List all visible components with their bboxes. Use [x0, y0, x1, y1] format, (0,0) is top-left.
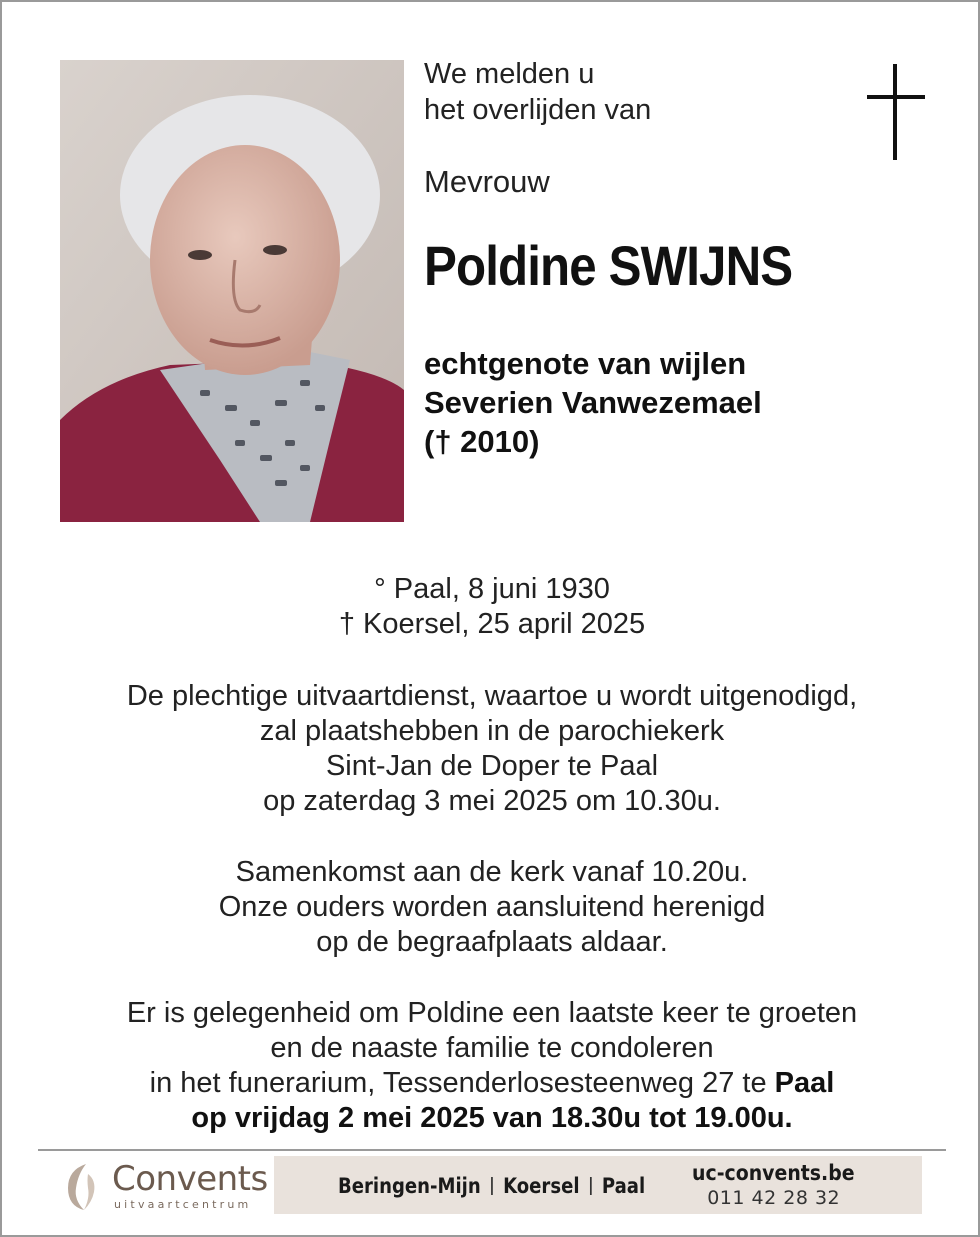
spouse-line: Severien Vanwezemael	[424, 385, 762, 420]
visit-line: en de naaste familie te condoleren	[270, 1032, 714, 1064]
cross-icon	[867, 64, 925, 160]
visit-time: op vrijdag 2 mei 2025 van 18.30u tot 19.00u.	[191, 1102, 793, 1134]
service-line: Sint-Jan de Doper te Paal	[325, 750, 659, 782]
visit-line: Er is gelegenheid om Poldine een laatste keer te groeten	[126, 997, 858, 1029]
phone-number: 011 42 28 32	[707, 1187, 841, 1209]
deceased-name: Poldine SWIJNS	[424, 234, 793, 297]
funeral-service	[2, 679, 980, 819]
portrait-photo	[60, 60, 404, 522]
visit-address: in het funerarium, Tessenderlosesteenweg 27 te	[149, 1067, 775, 1099]
gathering-line: Samenkomst aan de kerk vanaf 10.20u.	[235, 856, 749, 888]
death-date: † Koersel, 25 april 2025	[338, 608, 646, 640]
gathering-info	[2, 855, 980, 960]
service-line: zal plaatshebben in de parochiekerk	[259, 715, 725, 747]
spouse-line: († 2010)	[424, 424, 540, 459]
service-line: De plechtige uitvaartdienst, waartoe u wordt uitgenodigd,	[126, 680, 858, 712]
life-dates	[2, 572, 980, 642]
intro-line: het overlijden van	[424, 94, 652, 126]
location-list	[338, 1173, 645, 1199]
visit-town: Paal	[774, 1067, 835, 1099]
location-separator	[491, 1177, 493, 1195]
logo-mark-icon	[62, 1160, 100, 1214]
location-separator	[590, 1177, 592, 1195]
location-item: Beringen-Mijn	[338, 1174, 481, 1198]
gathering-line: Onze ouders worden aansluitend herenigd	[218, 891, 766, 923]
visitation-info	[2, 996, 980, 1136]
gathering-line: op de begraafplaats aldaar.	[316, 926, 668, 958]
website-link[interactable]: uc-convents.be	[692, 1161, 855, 1185]
spouse-line: echtgenote van wijlen	[424, 346, 747, 381]
service-line: op zaterdag 3 mei 2025 om 10.30u.	[263, 785, 721, 817]
location-item: Paal	[601, 1174, 646, 1198]
footer-divider	[38, 1149, 946, 1151]
intro-text	[424, 56, 651, 128]
convents-logo	[62, 1160, 272, 1214]
visit-line	[2, 1066, 980, 1101]
logo-name: Convents	[112, 1159, 268, 1199]
intro-line: We melden u	[424, 58, 595, 90]
location-item: Koersel	[503, 1174, 580, 1198]
birth-date: ° Paal, 8 juni 1930	[374, 573, 610, 605]
spouse-info	[424, 344, 762, 461]
footer-bar	[274, 1156, 922, 1214]
contact-info	[683, 1160, 864, 1210]
logo-subtitle: uitvaartcentrum	[114, 1198, 252, 1211]
title-prefix: Mevrouw	[424, 164, 550, 199]
